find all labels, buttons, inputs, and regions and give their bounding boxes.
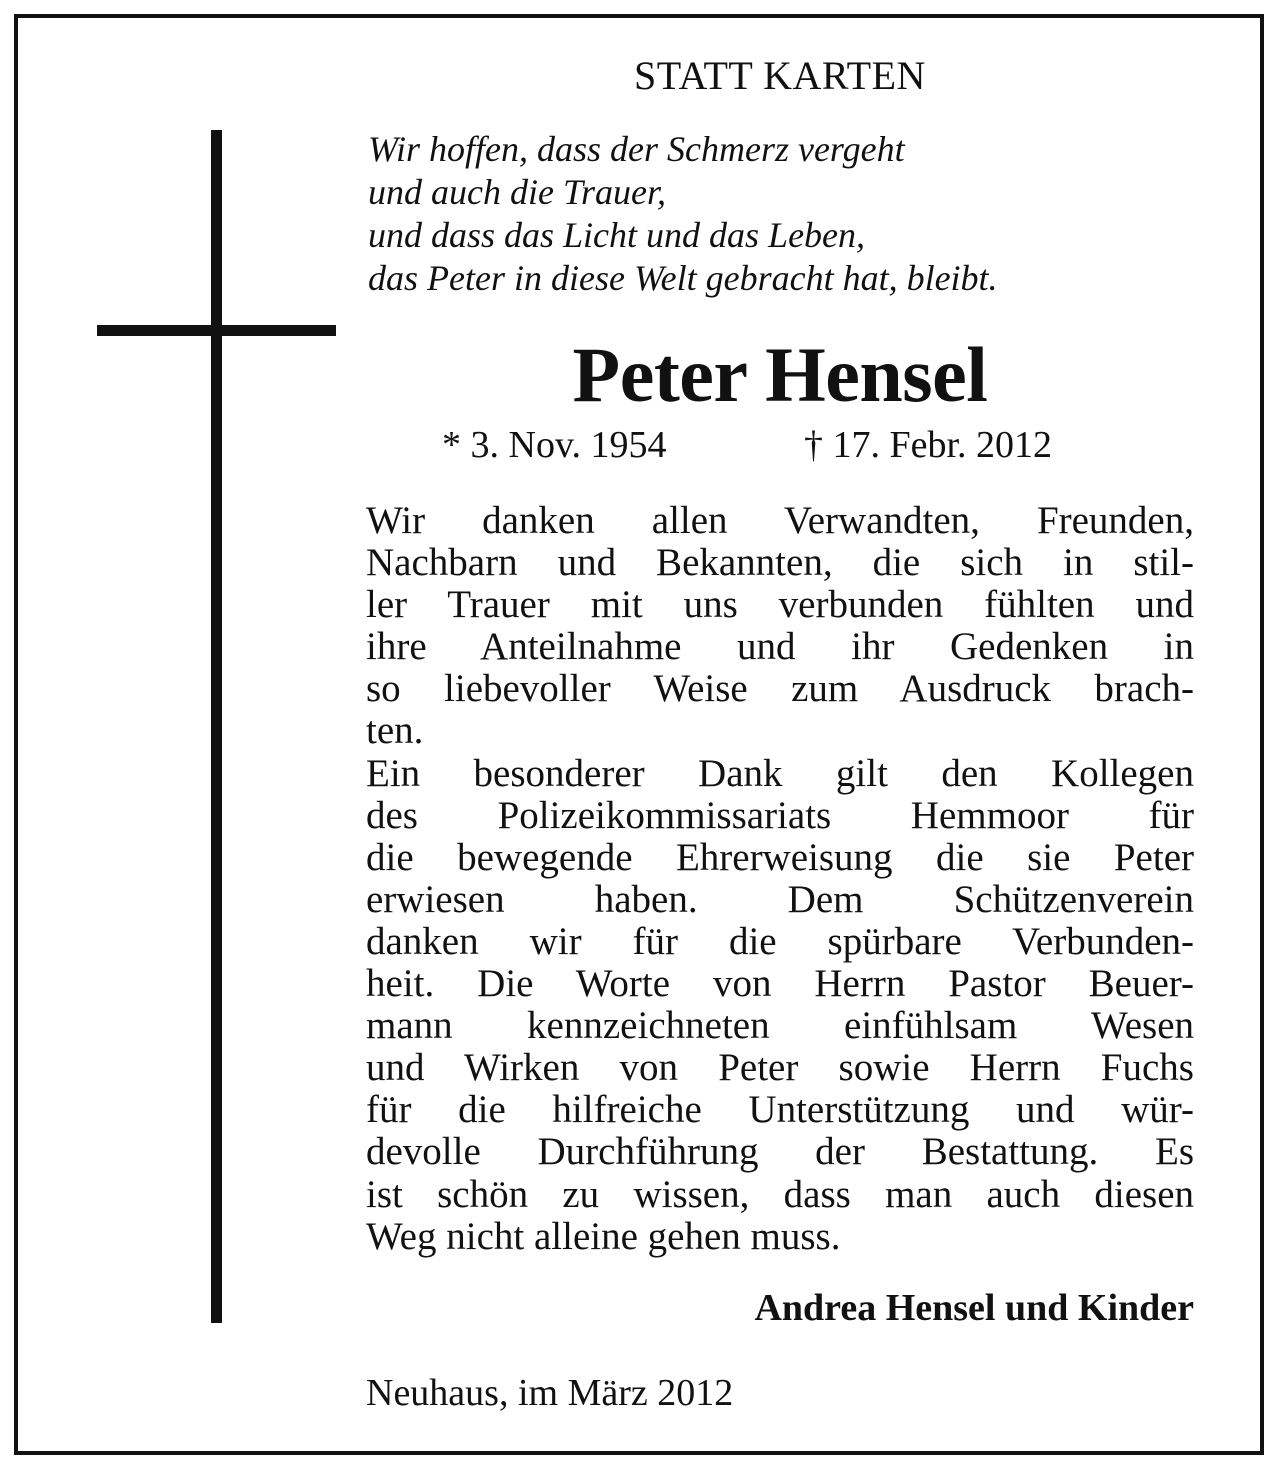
thank-you-text bbox=[366, 500, 1194, 1258]
body-line: ist schön zu wissen, dass man auch diesen bbox=[366, 1172, 1194, 1216]
body-line: Wir danken allen Verwandten, Freunden, bbox=[366, 499, 1194, 542]
poem-line: Wir hoffen, dass der Schmerz vergeht bbox=[368, 129, 905, 169]
body-line: devolle Durchführung der Bestattung. Es bbox=[366, 1130, 1194, 1174]
death-date: † 17. Febr. 2012 bbox=[804, 424, 1053, 466]
body-line: mann kennzeichneten einfühlsam Wesen bbox=[366, 1004, 1194, 1048]
body-line: und Wirken von Peter sowie Herrn Fuchs bbox=[366, 1046, 1194, 1090]
body-line: ihre Anteilnahme und ihr Gedenken in bbox=[366, 625, 1194, 669]
body-line: für die hilfreiche Unterstützung und wür- bbox=[366, 1088, 1194, 1132]
poem-line: und dass das Licht und das Leben, bbox=[368, 215, 866, 255]
body-line: die bewegende Ehrerweisung die sie Peter bbox=[366, 835, 1194, 879]
poem-line: das Peter in diese Welt gebracht hat, bleibt. bbox=[368, 258, 998, 298]
body-line: danken wir für die spürbare Verbunden- bbox=[366, 919, 1194, 963]
place-date: Neuhaus, im März 2012 bbox=[366, 1372, 734, 1414]
body-line: des Polizeikommissariats Hemmoor für bbox=[366, 793, 1194, 837]
notice-header: STATT KARTEN bbox=[634, 53, 926, 98]
poem bbox=[368, 128, 1208, 300]
birth-date: * 3. Nov. 1954 bbox=[442, 424, 667, 466]
body-line: erwiesen haben. Dem Schützenverein bbox=[366, 877, 1194, 921]
body-line: Nachbarn und Bekannten, die sich in stil- bbox=[366, 541, 1194, 585]
cross-icon-vertical-bar bbox=[211, 130, 222, 1323]
body-line: ten. bbox=[366, 709, 424, 753]
body-line: Weg nicht alleine gehen muss. bbox=[366, 1214, 841, 1258]
body-line: heit. Die Worte von Herrn Pastor Beuer- bbox=[366, 962, 1194, 1006]
body-line: Ein besonderer Dank gilt den Kollegen bbox=[366, 751, 1194, 795]
poem-line: und auch die Trauer, bbox=[368, 172, 667, 212]
signature: Andrea Hensel und Kinder bbox=[754, 1287, 1194, 1329]
body-line: ler Trauer mit uns verbunden fühlten und bbox=[366, 583, 1194, 627]
deceased-name: Peter Hensel bbox=[572, 331, 988, 418]
body-line: so liebevoller Weise zum Ausdruck brach- bbox=[366, 667, 1194, 711]
cross-icon-horizontal-bar bbox=[97, 325, 336, 336]
